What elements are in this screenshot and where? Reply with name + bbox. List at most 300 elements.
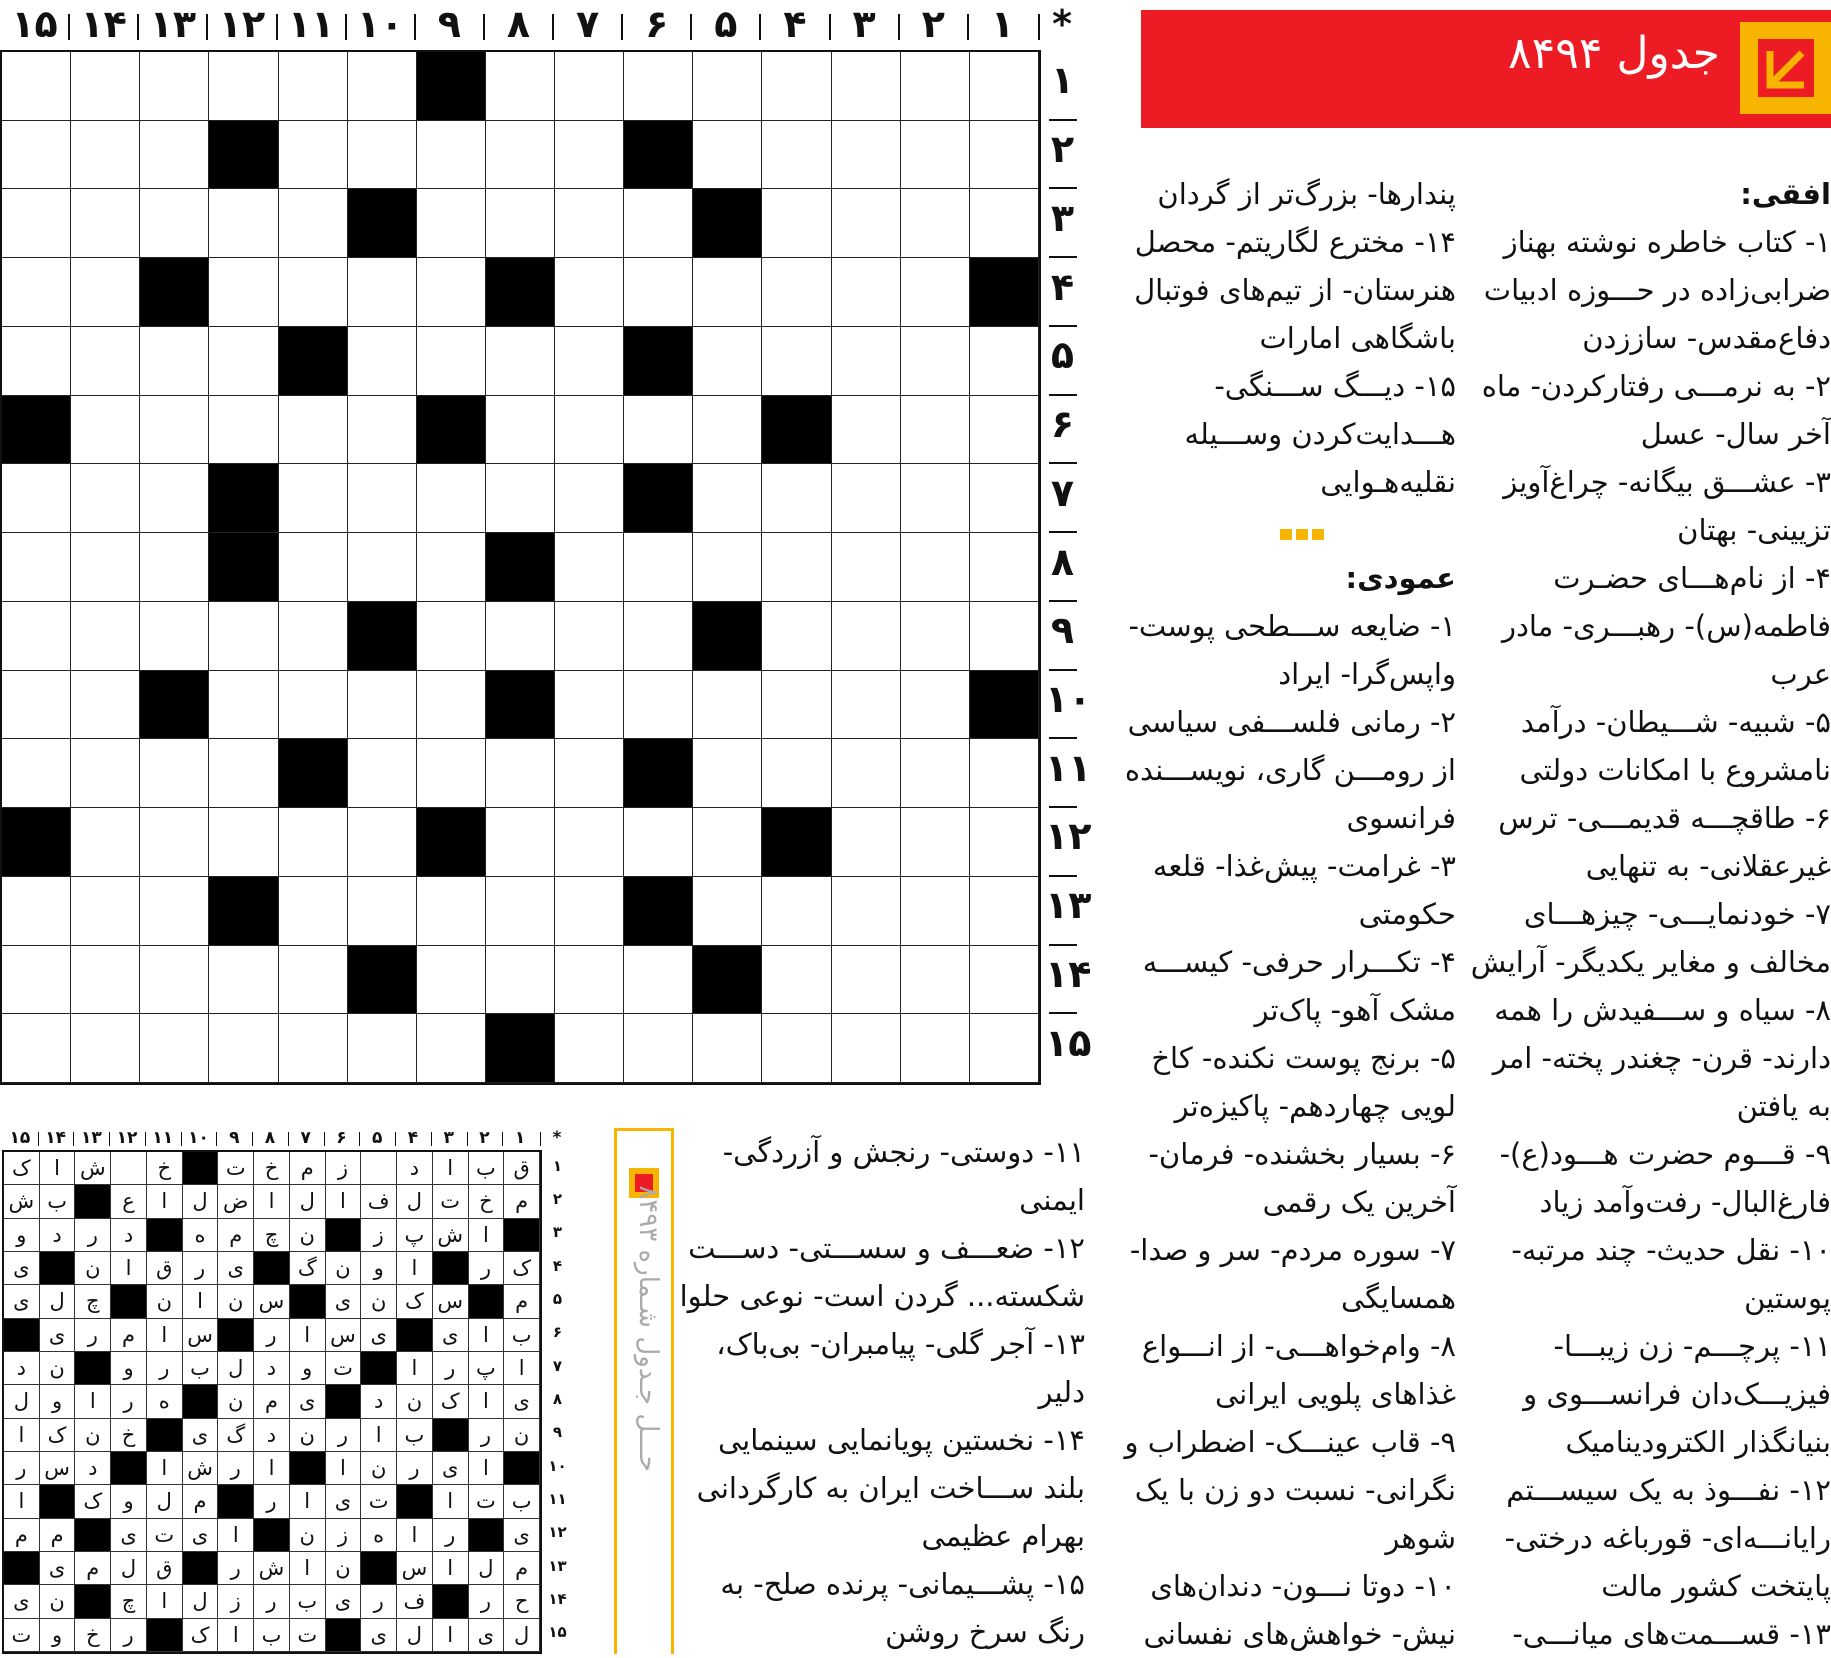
black-cell [693,189,762,258]
black-cell [693,946,762,1015]
grid-cell[interactable] [140,121,209,190]
grid-cell[interactable] [762,327,831,396]
grid-cell[interactable] [901,946,970,1015]
row-label: ۱۱ [1045,745,1092,790]
grid-cell[interactable] [486,946,555,1015]
grid-cell[interactable] [624,602,693,671]
solution-cell: ا [469,1219,505,1252]
grid-cell[interactable] [693,327,762,396]
solution-cell: ا [504,1352,540,1385]
grid-cell[interactable] [832,189,901,258]
grid-cell[interactable] [209,1014,278,1083]
grid-cell[interactable] [693,533,762,602]
grid-cell[interactable] [2,121,71,190]
grid-cell[interactable] [2,52,71,121]
grid-cell[interactable] [762,52,831,121]
grid-cell[interactable] [2,533,71,602]
grid-cell[interactable] [693,739,762,808]
grid-cell[interactable] [71,808,140,877]
grid-cell[interactable] [970,602,1039,671]
solution-cell: ن [40,1585,76,1618]
grid-cell[interactable] [762,258,831,327]
grid-cell[interactable] [71,1014,140,1083]
clue-line: ۱۲- ضعـــف و سســـتی- دســـت [688,1231,1085,1265]
grid-cell[interactable] [901,602,970,671]
grid-cell[interactable] [2,464,71,533]
grid-cell[interactable] [832,396,901,465]
grid-cell[interactable] [901,808,970,877]
grid-cell[interactable] [901,121,970,190]
grid-cell[interactable] [279,1014,348,1083]
grid-cell[interactable] [348,877,417,946]
grid-cell[interactable] [71,533,140,602]
solution-cell: ق [147,1552,183,1585]
grid-cell[interactable] [624,396,693,465]
grid-cell[interactable] [417,327,486,396]
grid-cell[interactable] [417,533,486,602]
clue-line: ۳- غرامت- پیش‌غذا- قلعه [1152,849,1456,883]
grid-cell[interactable] [832,808,901,877]
solution-cell: ک [433,1385,469,1418]
solution-cell: ف [361,1185,397,1218]
grid-cell[interactable] [555,121,624,190]
grid-cell[interactable] [209,52,278,121]
clue-line: ۱۰- دوتا نـــون- دندان‌های [1150,1569,1456,1603]
grid-cell[interactable] [832,946,901,1015]
grid-cell[interactable] [209,602,278,671]
grid-cell[interactable] [71,602,140,671]
solution-column-separator [109,1132,110,1146]
clue-line: دلیر [1038,1375,1085,1409]
clue-line: هـــدایت‌کردن وســـیله [1184,417,1456,451]
solution-cell: ی [183,1519,219,1552]
grid-cell[interactable] [140,877,209,946]
grid-cell[interactable] [71,877,140,946]
grid-cell[interactable] [693,1014,762,1083]
row-separator [1049,1012,1077,1014]
grid-cell[interactable] [901,1014,970,1083]
grid-cell[interactable] [71,52,140,121]
grid-cell[interactable] [901,189,970,258]
grid-cell[interactable] [2,189,71,258]
black-cell [970,258,1039,327]
solution-cell: ا [290,1319,326,1352]
grid-cell[interactable] [901,258,970,327]
grid-cell[interactable] [832,1014,901,1083]
grid-cell[interactable] [71,121,140,190]
grid-cell[interactable] [970,739,1039,808]
grid-cell[interactable] [279,396,348,465]
solution-cell: ز [326,1152,362,1185]
black-cell [279,327,348,396]
grid-cell[interactable] [348,52,417,121]
grid-cell[interactable] [901,52,970,121]
black-cell [624,464,693,533]
grid-cell[interactable] [279,946,348,1015]
grid-cell[interactable] [901,671,970,740]
grid-cell[interactable] [140,533,209,602]
solution-cell: خ [469,1185,505,1218]
clue-line: ضرابی‌زاده در حـــوزه ادبیات [1483,273,1831,307]
grid-cell[interactable] [555,258,624,327]
grid-cell[interactable] [832,671,901,740]
grid-cell[interactable] [555,189,624,258]
solution-cell: ل [397,1185,433,1218]
grid-cell[interactable] [417,739,486,808]
grid-cell[interactable] [2,671,71,740]
solution-cell: و [40,1619,76,1652]
grid-cell[interactable] [2,877,71,946]
solution-cell: ن [147,1285,183,1318]
grid-cell[interactable] [486,327,555,396]
grid-cell[interactable] [140,327,209,396]
solution-cell: ک [40,1419,76,1452]
grid-cell[interactable] [279,877,348,946]
grid-cell[interactable] [970,946,1039,1015]
solution-cell: ا [254,1452,290,1485]
grid-cell[interactable] [762,602,831,671]
solution-cell: ر [469,1419,505,1452]
black-cell [486,1014,555,1083]
solution-cell: ک [397,1285,433,1318]
solution-black-cell [218,1319,254,1352]
grid-cell[interactable] [555,877,624,946]
grid-cell[interactable] [348,808,417,877]
grid-cell[interactable] [279,121,348,190]
black-cell [209,464,278,533]
solution-cell: ش [4,1185,40,1218]
solution-column-label: ۵ [371,1128,383,1148]
grid-cell[interactable] [140,396,209,465]
grid-cell[interactable] [71,258,140,327]
grid-cell[interactable] [832,533,901,602]
grid-cell[interactable] [209,189,278,258]
grid-cell[interactable] [348,327,417,396]
solution-column-label: ۶ [336,1128,347,1148]
grid-cell[interactable] [624,189,693,258]
grid-cell[interactable] [555,52,624,121]
grid-cell[interactable] [832,327,901,396]
grid-cell[interactable] [140,808,209,877]
grid-cell[interactable] [970,52,1039,121]
solution-cell: ه [183,1219,219,1252]
solution-column-separator [324,1132,325,1146]
grid-cell[interactable] [417,189,486,258]
grid-cell[interactable] [209,671,278,740]
row-label: ۳ [1050,195,1075,240]
solution-cell: س [254,1285,290,1318]
grid-cell[interactable] [555,464,624,533]
grid-cell[interactable] [624,52,693,121]
grid-cell[interactable] [624,533,693,602]
grid-cell[interactable] [762,121,831,190]
grid-cell[interactable] [279,52,348,121]
black-cell [417,396,486,465]
grid-cell[interactable] [140,739,209,808]
grid-cell[interactable] [417,121,486,190]
grid-cell[interactable] [832,258,901,327]
solution-cell: ن [75,1419,111,1452]
grid-cell[interactable] [832,739,901,808]
grid-cell[interactable] [624,946,693,1015]
grid-cell[interactable] [486,189,555,258]
solution-column-label: ۱۴ [45,1128,66,1148]
solution-black-cell [147,1219,183,1252]
grid-cell[interactable] [279,258,348,327]
grid-cell[interactable] [417,946,486,1015]
grid-cell[interactable] [693,464,762,533]
clue-line: ۷- سوره مردم- سر و صدا- [1129,1233,1456,1267]
crossword-grid[interactable] [0,50,1041,1085]
grid-cell[interactable] [555,946,624,1015]
grid-cell[interactable] [2,739,71,808]
solution-cell: چ [75,1285,111,1318]
grid-cell[interactable] [901,396,970,465]
solution-row-label: ۳ [552,1223,563,1242]
grid-cell[interactable] [348,121,417,190]
solution-cell: ر [218,1452,254,1485]
grid-cell[interactable] [970,327,1039,396]
grid-cell[interactable] [417,602,486,671]
clue-line: فاطمه(س)- رهبـــری- مادر [1501,609,1831,643]
grid-cell[interactable] [762,946,831,1015]
grid-cell[interactable] [209,739,278,808]
grid-cell[interactable] [486,739,555,808]
grid-cell[interactable] [140,1014,209,1083]
grid-cell[interactable] [693,396,762,465]
solution-black-cell [326,1219,362,1252]
solution-cell: د [254,1352,290,1385]
solution-cell: ا [4,1485,40,1518]
clue-line: بهرام عظیمی [921,1519,1085,1553]
grid-cell[interactable] [71,671,140,740]
grid-cell[interactable] [624,808,693,877]
solution-column-separator [181,1132,182,1146]
clue-line: رنگ سرخ روشن [885,1615,1085,1649]
grid-cell[interactable] [209,946,278,1015]
grid-cell[interactable] [209,327,278,396]
solution-cell: د [361,1385,397,1418]
solution-black-cell [75,1519,111,1552]
solution-cell: ض [218,1185,254,1218]
grid-cell[interactable] [71,946,140,1015]
grid-cell[interactable] [279,808,348,877]
solution-cell: ن [218,1385,254,1418]
grid-cell[interactable] [417,1014,486,1083]
grid-cell[interactable] [555,602,624,671]
solution-black-cell [4,1552,40,1585]
solution-cell: ا [469,1319,505,1352]
black-cell [624,121,693,190]
solution-cell: گ [218,1419,254,1452]
solution-cell: ن [504,1419,540,1452]
grid-cell[interactable] [762,189,831,258]
grid-cell[interactable] [2,327,71,396]
grid-cell[interactable] [693,671,762,740]
grid-cell[interactable] [140,52,209,121]
grid-cell[interactable] [140,189,209,258]
grid-cell[interactable] [279,189,348,258]
grid-cell[interactable] [486,808,555,877]
grid-cell[interactable] [71,396,140,465]
grid-cell[interactable] [555,671,624,740]
grid-cell[interactable] [348,258,417,327]
grid-cell[interactable] [279,602,348,671]
grid-cell[interactable] [901,739,970,808]
grid-cell[interactable] [970,189,1039,258]
grid-cell[interactable] [71,327,140,396]
grid-cell[interactable] [970,1014,1039,1083]
solution-cell: ل [290,1185,326,1218]
solution-cell: ب [504,1485,540,1518]
grid-cell[interactable] [901,533,970,602]
grid-cell[interactable] [209,258,278,327]
solution-cell: س [40,1452,76,1485]
solution-cell: م [504,1552,540,1585]
solution-cell: ی [40,1319,76,1352]
grid-cell[interactable] [970,533,1039,602]
grid-cell[interactable] [486,464,555,533]
column-label: ۷ [576,2,600,46]
grid-cell[interactable] [71,464,140,533]
solution-cell: ا [147,1585,183,1618]
column-label: ۲ [921,2,945,46]
grid-cell[interactable] [970,808,1039,877]
solution-cell: م [504,1185,540,1218]
column-label: ۱۴ [80,2,127,46]
solution-cell: خ [75,1619,111,1652]
grid-cell[interactable] [970,877,1039,946]
grid-cell[interactable] [970,121,1039,190]
grid-cell[interactable] [624,258,693,327]
row-label: ۱۰ [1045,676,1092,721]
grid-cell[interactable] [140,946,209,1015]
solution-row-label: ۶ [552,1323,563,1342]
grid-cell[interactable] [417,464,486,533]
grid-cell[interactable] [762,877,831,946]
clue-line: ۱۳- قســـمت‌های میانـــی- [1512,1617,1831,1651]
grid-cell[interactable] [279,464,348,533]
grid-cell[interactable] [486,52,555,121]
black-cell [693,602,762,671]
clue-line: ۱۲- نفـــوذ به یک سیســـتم [1506,1473,1831,1507]
grid-cell[interactable] [832,52,901,121]
grid-cell[interactable] [555,739,624,808]
grid-cell[interactable] [348,739,417,808]
grid-cell[interactable] [279,533,348,602]
grid-cell[interactable] [71,739,140,808]
solution-cell: ب [504,1319,540,1352]
grid-cell[interactable] [2,602,71,671]
grid-cell[interactable] [348,464,417,533]
grid-cell[interactable] [2,1014,71,1083]
clue-line: هنرستان- از تیم‌های فوتبال [1134,273,1456,307]
grid-row-labels [1045,50,1092,1085]
grid-cell[interactable] [693,808,762,877]
solution-cell: ر [469,1585,505,1618]
grid-cell[interactable] [555,533,624,602]
grid-cell[interactable] [209,396,278,465]
grid-cell[interactable] [417,258,486,327]
grid-cell[interactable] [624,1014,693,1083]
clue-line: پایتخت کشور مالت [1601,1569,1831,1603]
grid-cell[interactable] [279,671,348,740]
solution-column-label: * [552,1128,562,1148]
grid-cell[interactable] [486,121,555,190]
grid-cell[interactable] [2,258,71,327]
grid-cell[interactable] [555,327,624,396]
grid-cell[interactable] [140,602,209,671]
solution-grid [2,1150,542,1654]
grid-cell[interactable] [762,464,831,533]
grid-cell[interactable] [693,258,762,327]
grid-cell[interactable] [901,464,970,533]
grid-cell[interactable] [555,808,624,877]
grid-cell[interactable] [832,602,901,671]
grid-cell[interactable] [348,671,417,740]
grid-cell[interactable] [624,671,693,740]
solution-cell: ن [40,1352,76,1385]
grid-cell[interactable] [693,877,762,946]
grid-cell[interactable] [348,396,417,465]
solution-cell: ز [361,1219,397,1252]
clue-line: غذاهای پلویی ایرانی [1214,1377,1456,1411]
grid-cell[interactable] [2,946,71,1015]
grid-cell[interactable] [417,877,486,946]
grid-cell[interactable] [486,877,555,946]
solution-black-cell [147,1619,183,1652]
grid-cell[interactable] [209,808,278,877]
black-cell [348,602,417,671]
solution-cell: و [111,1485,147,1518]
grid-cell[interactable] [970,464,1039,533]
solution-cell: ل [147,1485,183,1518]
grid-cell[interactable] [762,671,831,740]
clue-line: ۱۵- دیـــگ ســـنگی- [1214,369,1456,403]
grid-cell[interactable] [762,533,831,602]
grid-cell[interactable] [832,877,901,946]
grid-cell[interactable] [832,464,901,533]
solution-cell: س [326,1319,362,1352]
grid-cell[interactable] [348,533,417,602]
grid-cell[interactable] [762,739,831,808]
solution-cell: ک [4,1152,40,1185]
black-cell [209,533,278,602]
grid-cell[interactable] [555,396,624,465]
grid-cell[interactable] [348,1014,417,1083]
solution-cell: ا [40,1152,76,1185]
grid-cell[interactable] [555,1014,624,1083]
clue-line: ۱۴- مخترع لگاریتم- محصل [1134,225,1456,259]
grid-cell[interactable] [970,396,1039,465]
grid-cell[interactable] [486,396,555,465]
grid-cell[interactable] [762,1014,831,1083]
grid-cell[interactable] [417,671,486,740]
grid-cell[interactable] [71,189,140,258]
solution-cell: ی [290,1385,326,1418]
grid-cell[interactable] [901,877,970,946]
grid-cell[interactable] [140,464,209,533]
solution-cell: ا [147,1319,183,1352]
grid-cell[interactable] [832,121,901,190]
grid-cell[interactable] [486,602,555,671]
grid-cell[interactable] [693,121,762,190]
clue-heading: عمودی: [1345,561,1456,595]
grid-cell[interactable] [693,52,762,121]
solution-cell: ت [326,1352,362,1385]
grid-cell[interactable] [901,327,970,396]
solution-column-labels [0,1128,570,1150]
